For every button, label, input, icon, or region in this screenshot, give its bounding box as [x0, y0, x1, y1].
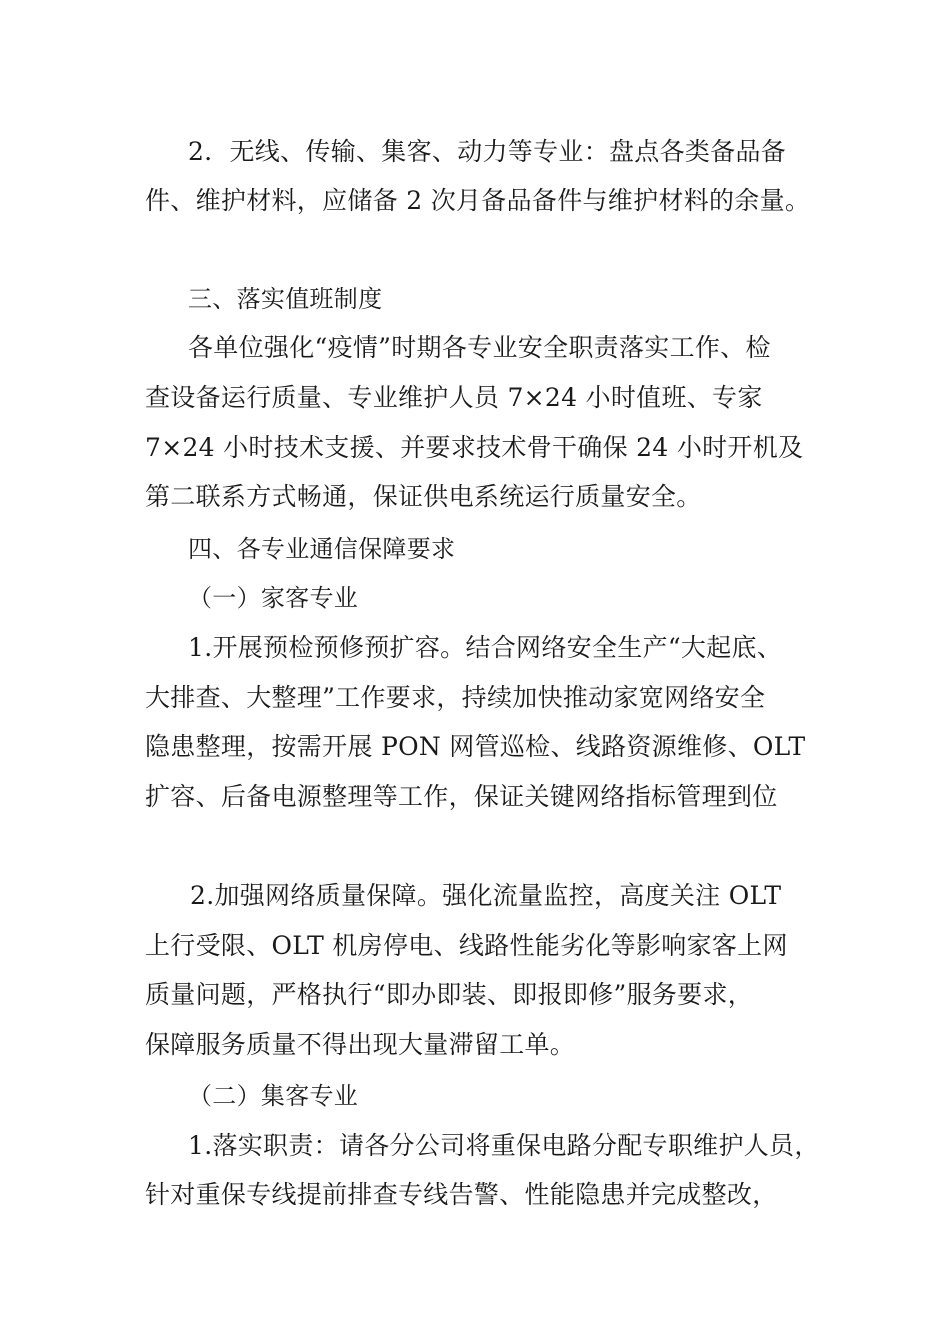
section-heading-duty: 三、落实值班制度 — [188, 285, 383, 313]
section-heading-requirements: 四、各专业通信保障要求 — [188, 535, 456, 563]
paragraph-spares-line-1: 2．无线、传输、集客、动力等专业：盘点各类备品备 — [188, 137, 787, 166]
paragraph-duty-line-4: 第二联系方式畅通，保证供电系统运行质量安全。 — [145, 482, 702, 511]
paragraph-home-2-line-1: 2.加强网络质量保障。强化流量监控，高度关注 OLT — [190, 881, 782, 910]
paragraph-group-1-line-2: 针对重保专线提前排查专线告警、性能隐患并完成整改， — [145, 1180, 778, 1209]
paragraph-duty-line-1: 各单位强化“疫情”时期各专业安全职责落实工作、检 — [188, 333, 771, 362]
paragraph-home-1-line-1: 1.开展预检预修预扩容。结合网络安全生产“大起底、 — [188, 633, 783, 662]
paragraph-home-2-line-3: 质量问题，严格执行“即办即装、即报即修”服务要求， — [145, 980, 754, 1009]
paragraph-home-2-line-2: 上行受限、OLT 机房停电、线路性能劣化等影响家客上网 — [145, 931, 788, 960]
paragraph-home-2-line-4: 保障服务质量不得出现大量滞留工单。 — [145, 1030, 576, 1059]
paragraph-home-1-line-4: 扩容、后备电源整理等工作，保证关键网络指标管理到位 — [145, 782, 778, 811]
subsection-heading-home: （一）家客专业 — [188, 584, 359, 612]
subsection-heading-group: （二）集客专业 — [188, 1082, 359, 1110]
paragraph-home-1-line-2: 大排查、大整理”工作要求，持续加快推动家宽网络安全 — [145, 683, 766, 712]
paragraph-home-1-line-3: 隐患整理，按需开展 PON 网管巡检、线路资源维修、OLT — [145, 732, 806, 761]
paragraph-spares-line-2: 件、维护材料，应储备 2 次月备品备件与维护材料的余量。 — [145, 186, 811, 215]
paragraph-duty-line-3: 7×24 小时技术支援、并要求技术骨干确保 24 小时开机及 — [145, 433, 804, 462]
paragraph-group-1-line-1: 1.落实职责：请各分公司将重保电路分配专职维护人员， — [188, 1131, 820, 1160]
paragraph-duty-line-2: 查设备运行质量、专业维护人员 7×24 小时值班、专家 — [145, 383, 763, 412]
